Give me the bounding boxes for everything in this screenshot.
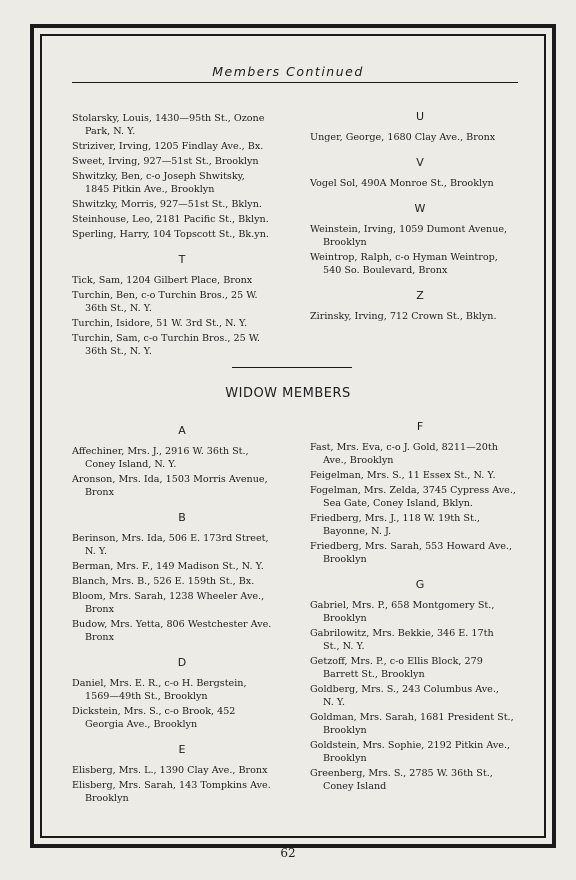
member-entry [72,677,292,703]
entry-line: Getzoff, Mrs. P., c-o Ellis Block, 279 [310,656,483,667]
entry-line: Goldberg, Mrs. S., 243 Columbus Ave., [310,684,499,695]
member-entry [310,683,530,709]
member-entry [310,655,530,681]
member-entry [310,251,530,277]
member-entry [310,627,530,653]
entry-line: Gabrilowitz, Mrs. Bekkie, 346 E. 17th [310,628,494,639]
entry-line-continued: N. Y. [323,697,346,708]
entry-line: Weinstein, Irving, 1059 Dumont Avenue, [310,224,508,235]
page-header-title: Members Continued [212,64,364,79]
entry-line: Zirinsky, Irving, 712 Crown St., Bklyn. [310,311,497,322]
entry-line-continued: St., N. Y. [323,641,365,652]
section-letter: V [416,156,424,169]
widow-left-column [72,412,292,807]
entry-line-continued: Georgia Ave., Brooklyn [85,719,198,730]
entry-line-continued: Park, N. Y. [85,126,136,137]
entry-line: Dickstein, Mrs. S., c-o Brook, 452 [72,706,236,717]
entry-line-continued: Brooklyn [323,554,367,565]
section-letter: G [415,578,425,591]
member-entry [310,484,530,510]
member-entry [310,512,530,538]
entry-line-continued: Bronx [85,604,115,615]
member-entry [310,223,530,249]
entry-line-continued: Brooklyn [323,725,367,736]
entry-line: Fogelman, Mrs. Zelda, 3745 Cypress Ave., [310,485,516,496]
entry-line: Fast, Mrs. Eva, c-o J. Gold, 8211—20th [310,442,498,453]
entry-line-continued: Brooklyn [323,237,367,248]
member-entry [72,198,292,211]
member-entry [310,131,530,144]
entry-line: Berinson, Mrs. Ida, 506 E. 173rd Street, [72,533,269,544]
section-letter: D [177,656,187,669]
member-entry [310,711,530,737]
member-entry [72,705,292,731]
member-entry [72,590,292,616]
page-number: 62 [280,846,296,860]
entry-line: Goldman, Mrs. Sarah, 1681 President St., [310,712,514,723]
widow-members-title: WIDOW MEMBERS [225,386,351,401]
section-letter: W [414,202,426,215]
member-entry [72,274,292,287]
member-entry [310,540,530,566]
entry-line: Berman, Mrs. F., 149 Madison St., N. Y. [72,561,264,572]
member-entry [310,469,530,482]
entry-line: Budow, Mrs. Yetta, 806 Westchester Ave. [72,619,272,630]
entry-line-continued: 1569—49th St., Brooklyn [85,691,208,702]
entry-line: Shwitzky, Morris, 927—51st St., Bklyn. [72,199,262,210]
member-entry [72,228,292,241]
entry-line: Weintrop, Ralph, c-o Hyman Weintrop, [310,252,498,263]
member-entry [72,764,292,777]
member-entry [72,155,292,168]
member-entry [72,289,292,315]
member-entry [72,140,292,153]
section-letter: Z [416,289,424,302]
entry-line-continued: Bronx [85,632,115,643]
member-entry [72,317,292,330]
entry-line: Turchin, Sam, c-o Turchin Bros., 25 W. [72,333,260,344]
section-letter: U [415,110,425,123]
entry-line: Steinhouse, Leo, 2181 Pacific St., Bklyn. [72,214,269,225]
entry-line: Friedberg, Mrs. Sarah, 553 Howard Ave., [310,541,513,552]
member-entry [72,332,292,358]
member-entry [310,739,530,765]
entry-line: Daniel, Mrs. E. R., c-o H. Bergstein, [72,678,247,689]
entry-line-continued: 540 So. Boulevard, Bronx [323,265,448,276]
section-letter: T [178,253,186,266]
entry-line: Gabriel, Mrs. P., 658 Montgomery St., [310,600,495,611]
member-entry [72,779,292,805]
header-rule [72,82,518,83]
member-entry [72,532,292,558]
member-entry [310,599,530,625]
member-entry [72,213,292,226]
entry-line: Turchin, Isidore, 51 W. 3rd St., N. Y. [72,318,248,329]
entry-line: Blanch, Mrs. B., 526 E. 159th St., Bx. [72,576,255,587]
section-letter: E [178,743,186,756]
widow-right-column [310,408,530,795]
entry-line: Greenberg, Mrs. S., 2785 W. 36th St., [310,768,493,779]
entry-line-continued: Coney Island, N. Y. [85,459,177,470]
entry-line-continued: 36th St., N. Y. [85,303,152,314]
entry-line: Elisberg, Mrs. Sarah, 143 Tompkins Ave. [72,780,271,791]
entry-line: Striziver, Irving, 1205 Findlay Ave., Bx. [72,141,264,152]
entry-line-continued: Coney Island [323,781,387,792]
member-entry [72,575,292,588]
entry-line: Affechiner, Mrs. J., 2916 W. 36th St., [72,446,249,457]
entry-line-continued: N. Y. [85,546,108,557]
entry-line-continued: Barrett St., Brooklyn [323,669,425,680]
members-right-column [310,98,530,325]
member-entry [72,445,292,471]
member-entry [310,177,530,190]
entry-line: Sweet, Irving, 927—51st St., Brooklyn [72,156,259,167]
entry-line: Elisberg, Mrs. L., 1390 Clay Ave., Bronx [72,765,268,776]
member-entry [310,441,530,467]
section-divider [232,367,352,368]
entry-line: Goldstein, Mrs. Sophie, 2192 Pitkin Ave., [310,740,511,751]
entry-line-continued: Brooklyn [85,793,129,804]
member-entry [72,618,292,644]
entry-line: Aronson, Mrs. Ida, 1503 Morris Avenue, [72,474,268,485]
member-entry [72,560,292,573]
member-entry [72,473,292,499]
entry-line-continued: Ave., Brooklyn [323,455,394,466]
member-entry [72,170,292,196]
entry-line: Tick, Sam, 1204 Gilbert Place, Bronx [72,275,253,286]
entry-line-continued: Sea Gate, Coney Island, Bklyn. [323,498,473,509]
entry-line-continued: Bayonne, N. J. [323,526,392,537]
entry-line: Sperling, Harry, 104 Topscott St., Bk.yn. [72,229,269,240]
entry-line-continued: 1845 Pitkin Ave., Brooklyn [85,184,215,195]
entry-line-continued: 36th St., N. Y. [85,346,152,357]
entry-line-continued: Bronx [85,487,115,498]
members-left-column [72,112,292,360]
section-letter: A [178,424,186,437]
entry-line: Feigelman, Mrs. S., 11 Essex St., N. Y. [310,470,496,481]
entry-line: Stolarsky, Louis, 1430—95th St., Ozone [72,113,265,124]
entry-line: Vogel Sol, 490A Monroe St., Brooklyn [310,178,494,189]
entry-line: Bloom, Mrs. Sarah, 1238 Wheeler Ave., [72,591,265,602]
section-letter: B [178,511,186,524]
entry-line: Turchin, Ben, c-o Turchin Bros., 25 W. [72,290,258,301]
member-entry [72,112,292,138]
entry-line: Friedberg, Mrs. J., 118 W. 19th St., [310,513,480,524]
entry-line: Shwitzky, Ben, c-o Joseph Shwitsky, [72,171,245,182]
member-entry [310,310,530,323]
section-letter: F [416,420,424,433]
entry-line-continued: Brooklyn [323,753,367,764]
member-entry [310,767,530,793]
entry-line-continued: Brooklyn [323,613,367,624]
entry-line: Unger, George, 1680 Clay Ave., Bronx [310,132,496,143]
